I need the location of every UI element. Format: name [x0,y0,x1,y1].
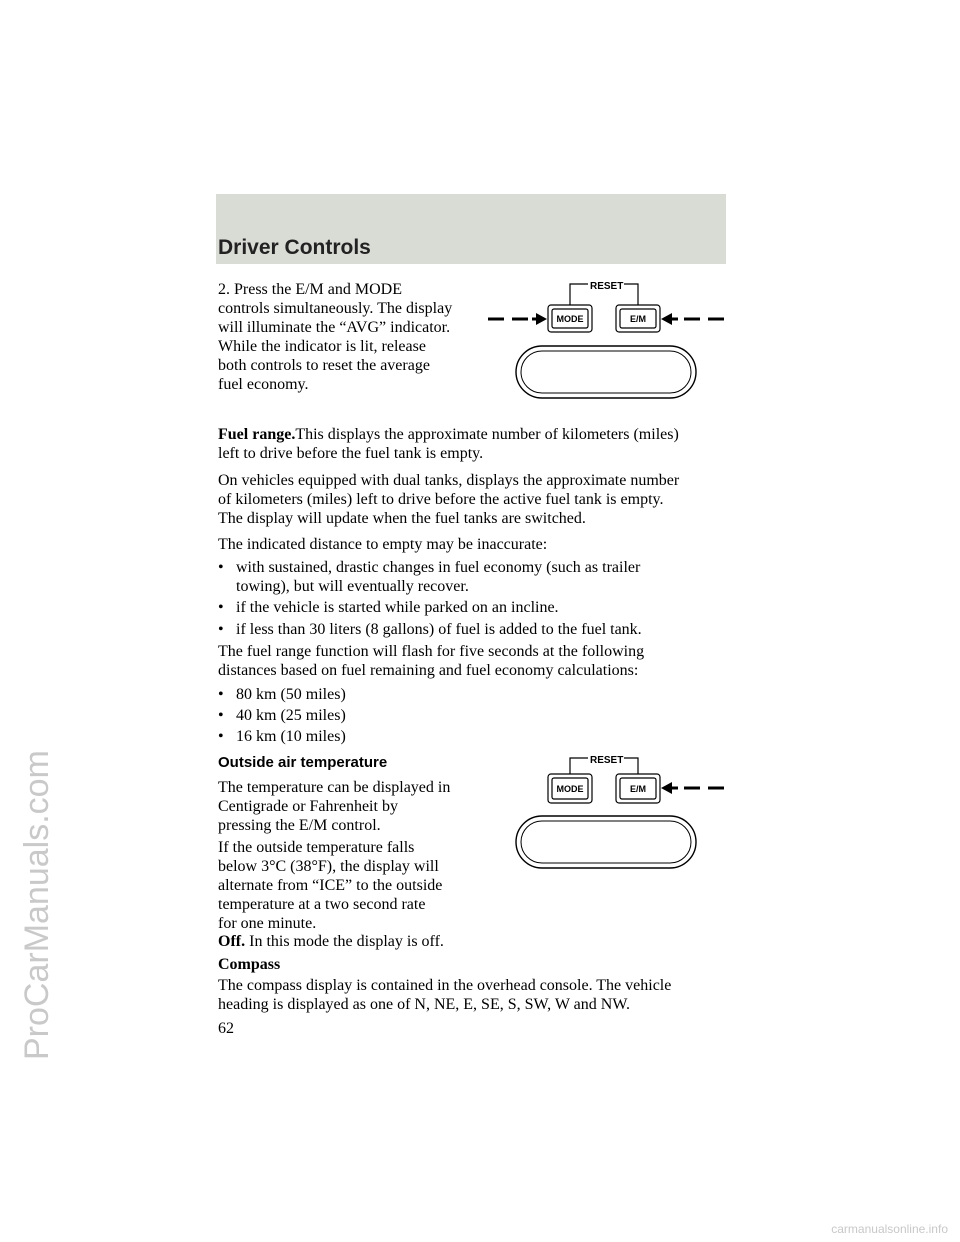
side-watermark-text: ProCarManuals.com [18,750,56,1060]
bullet-icon: • [218,707,224,724]
compass-paragraph: The compass display is contained in the overhead console. The vehicle heading is displayed as one of N, NE, E, SE, S, SW, W and NW. [218,977,672,1013]
page-number: 62 [218,1020,234,1037]
arrow-right-icon [488,313,547,325]
mode-button-label: MODE [556,314,584,324]
off-label: Off. [218,933,246,950]
dual-tanks-paragraph: On vehicles equipped with dual tanks, displays the approximate number of kilometers (miles) left to drive before the active fuel tank is empty. The display will update when the fuel tanks are switched. [218,472,680,527]
list-item-text: if the vehicle is started while parked on an incline. [236,599,559,616]
off-text: In this mode the display is off. [249,933,444,950]
compass-heading: Compass [218,956,281,973]
flash-paragraph: The fuel range function will flash for five seconds at the following distances based on fuel remaining and fuel economy calculations: [218,643,645,679]
display-screen [516,816,696,868]
em-button-label: E/M [629,784,647,794]
off-paragraph [218,932,738,951]
side-watermark [4,505,64,1065]
section-title: Driver Controls [218,236,371,259]
mode-button-label: MODE [556,784,584,794]
fuel-range-label: Fuel range. [218,426,296,443]
footer-watermark: carmanualsonline.info [831,1222,948,1236]
fuel-range-paragraph [218,425,738,463]
display-screen [516,346,696,398]
arrow-left-icon [661,313,724,325]
list-item-text: 80 km (50 miles) [236,686,346,703]
reset-controls-diagram-2 [486,750,726,879]
reset-label: RESET [590,281,624,292]
reset-label: RESET [590,755,624,766]
bullet-icon: • [218,686,224,703]
list-item-text: with sustained, drastic changes in fuel economy (such as trailer towing), but will eventually recover. [236,559,641,595]
arrow-left-icon [661,782,724,794]
em-button-label: E/M [629,314,647,324]
bullet-icon: • [218,728,224,745]
list-item-text: 16 km (10 miles) [236,728,346,745]
ice-paragraph: If the outside temperature falls below 3°C (38°F), the display will alternate from “ICE” to the outside temperature at a two second rate for one minute. [218,839,443,932]
bullet-icon: • [218,559,224,576]
temperature-paragraph: The temperature can be displayed in Centigrade or Fahrenheit by pressing the E/M control. [218,779,451,834]
bullet-icon: • [218,621,224,638]
outside-air-temperature-heading: Outside air temperature [218,754,388,771]
fuel-range-text: This displays the approximate number of kilometers (miles) left to drive before the fuel tank is empty. [218,426,679,462]
list-item-text: if less than 30 liters (8 gallons) of fuel is added to the fuel tank. [236,621,642,638]
step-2-paragraph: 2. Press the E/M and MODE controls simultaneously. The display will illuminate the “AVG” indicator. While the indicator is lit, release both controls to reset the average fuel economy. [218,281,453,393]
bullet-icon: • [218,599,224,616]
reset-controls-diagram-1 [486,276,726,405]
list-item-text: 40 km (25 miles) [236,707,346,724]
inaccurate-paragraph: The indicated distance to empty may be inaccurate: [218,536,548,553]
